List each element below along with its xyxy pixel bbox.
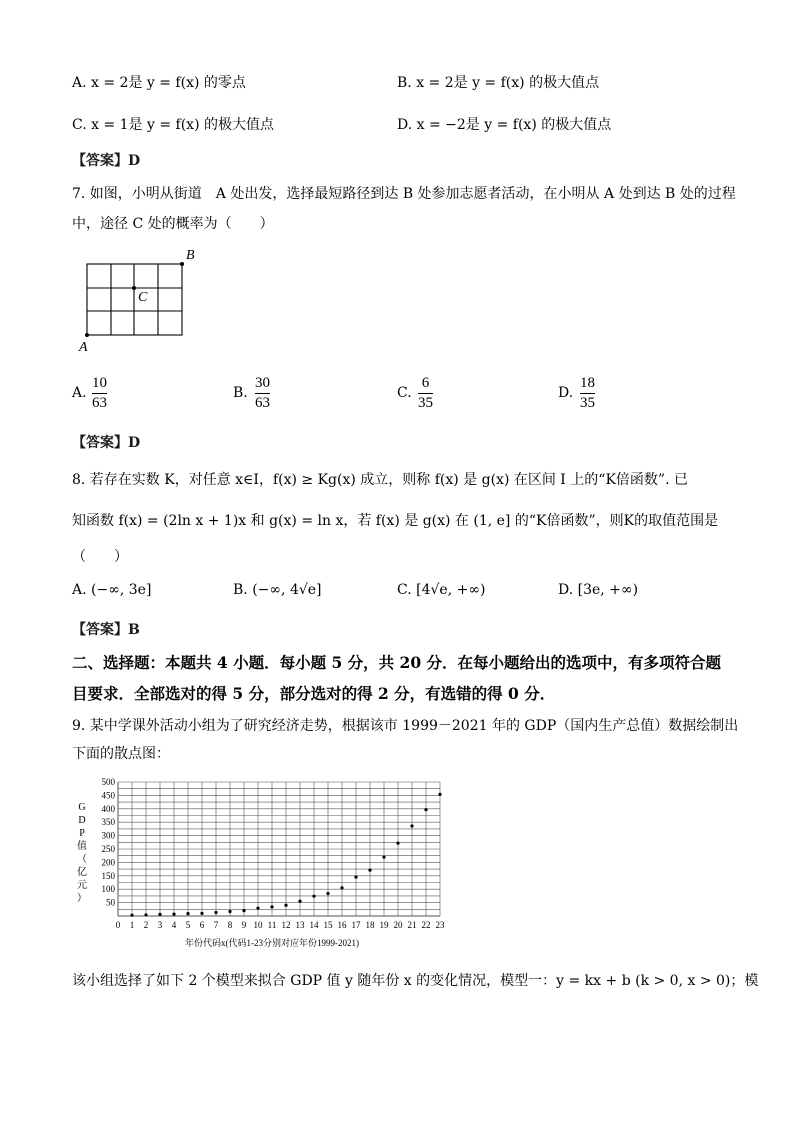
point-a-label: A [79,340,88,355]
x-tick-label: 10 [253,920,263,930]
y-axis-label-char: ） [77,893,87,904]
scatter-point [200,912,203,915]
q7-option-a-fraction: 10 63 [92,375,107,411]
scatter-point [368,869,371,872]
x-tick-label: 0 [115,920,121,930]
q9-stem-line1: 9. 某中学课外活动小组为了研究经济走势，根据该市 1999－2021 年的 GDP（国内生产总值）数据绘制出 [72,718,739,734]
q6-option-d: D. x = −2是 y = f(x) 的极大值点 [397,117,612,133]
y-axis-label-char: P [79,828,85,839]
y-tick-label: 500 [101,777,115,787]
x-tick-label: 18 [365,920,375,930]
q7-option-b-fraction: 30 63 [255,375,270,411]
scatter-point [130,914,133,917]
x-axis-label: 年份代码x(代码1-23分别对应年份1999-2021) [185,938,359,948]
y-axis-label-char: G [78,802,86,813]
y-tick-label: 350 [101,817,115,828]
scatter-point [354,876,357,879]
x-tick-label: 7 [213,920,219,930]
q7-option-c-fraction: 6 35 [418,375,433,411]
scatter-point [256,907,259,910]
x-tick-label: 12 [281,920,291,930]
y-tick-label: 250 [101,844,115,854]
y-tick-label: 450 [101,790,115,801]
point-c-dot [132,286,136,290]
chart-grid [118,782,440,916]
q7-option-a-letter: A. [72,385,87,401]
q7-option-d-letter: D. [558,385,574,401]
scatter-point [242,909,245,912]
q7-option-c-letter: C. [397,385,412,401]
point-b-label: B [186,248,195,263]
scatter-point [396,842,399,845]
q9-stem-line2: 下面的散点图： [72,746,170,762]
point-b-dot [180,262,184,266]
y-tick-labels [102,777,116,908]
q8-option-d: D. [3e, +∞) [558,582,639,598]
x-tick-label: 16 [337,920,347,930]
x-tick-label: 11 [267,920,277,930]
y-tick-label: 100 [101,884,115,895]
q6-option-a: A. x = 2是 y = f(x) 的零点 [72,75,246,91]
x-tick-label: 23 [435,920,445,930]
y-tick-label: 200 [101,857,115,868]
scatter-point [340,886,343,889]
y-axis-label-char: 亿 [77,867,87,878]
scatter-point [312,895,315,898]
q8-stem-line3: （ ） [72,549,128,565]
q7-stem-line1: 7. 如图，小明从街道 A 处出发，选择最短路径到达 B 处参加志愿者活动，在小明从 A 处到达 B 处的过程 [72,186,736,202]
x-tick-label: 2 [143,920,149,930]
q7-option-b-letter: B. [233,385,248,401]
y-tick-label: 50 [106,897,115,908]
scatter-point [424,808,427,811]
x-tick-label: 1 [129,920,135,930]
y-axis-label-char: 值 [77,841,87,852]
q8-answer: 【答案】B [72,622,140,638]
q8-stem-line1: 8. 若存在实数 K，对任意 x∈I，f(x) ≥ Kg(x) 成立，则称 f(x) 是 g(x) 在区间 I 上的“K倍函数”. 已 [72,472,688,488]
x-tick-label: 20 [393,920,403,930]
x-tick-label: 3 [157,920,163,930]
x-tick-label: 22 [421,920,431,930]
scatter-point [438,793,441,796]
q8-option-a: A. (−∞, 3e] [72,582,152,598]
x-tick-label: 19 [379,920,389,930]
scatter-point [410,824,413,827]
q6-option-b: B. x = 2是 y = f(x) 的极大值点 [397,75,600,91]
q7-answer: 【答案】D [72,435,141,451]
scatter-point [284,904,287,907]
scatter-point [382,855,385,858]
point-c-label: C [138,290,148,305]
section2-heading-line1: 二、选择题：本题共 4 小题．每小题 5 分，共 20 分．在每小题给出的选项中，有多项符合题 [72,653,722,672]
x-tick-label: 5 [185,920,191,930]
x-tick-label: 21 [407,920,417,930]
y-tick-label: 300 [101,830,115,841]
y-axis-label [77,802,87,904]
y-tick-label: 150 [101,870,115,881]
q7-option-d-fraction: 18 35 [580,375,595,411]
x-tick-labels [116,920,445,930]
scatter-point [158,913,161,916]
scatter-point [270,905,273,908]
scatter-point [186,912,189,915]
q9-bottom-line: 该小组选择了如下 2 个模型来拟合 GDP 值 y 随年份 x 的变化情况，模型一：y = kx + b (k > 0, x > 0)；模 [72,973,759,989]
q8-stem-line2: 知函数 f(x) = (2ln x + 1)x 和 g(x) = ln x，若 f(x) 是 g(x) 在 (1, e] 的“K倍函数”，则K的取值范围是 [72,513,719,529]
x-tick-label: 9 [241,920,247,930]
section2-heading-line2: 目要求．全部选对的得 5 分，部分选对的得 2 分，有选错的得 0 分． [72,684,556,703]
scatter-point [172,913,175,916]
scatter-point [228,910,231,913]
x-tick-label: 13 [295,920,305,930]
street-grid-figure [70,244,210,356]
q6-option-c: C. x = 1是 y = f(x) 的极大值点 [72,117,274,133]
q6-answer: 【答案】D [72,153,141,169]
q8-option-b: B. (−∞, 4√e] [233,582,322,598]
y-tick-label: 400 [101,803,115,814]
x-tick-label: 4 [171,920,177,930]
scatter-point [144,913,147,916]
y-axis-label-char: D [78,815,86,826]
y-axis-label-char: 元 [77,880,87,891]
point-a-dot [85,333,89,337]
x-tick-label: 14 [309,920,319,930]
q8-option-c: C. [4√e, +∞) [397,582,486,598]
q7-stem-line2: 中，途径 C 处的概率为（ ） [72,216,274,232]
x-tick-label: 8 [227,920,233,930]
x-tick-label: 15 [323,920,333,930]
scatter-point [298,900,301,903]
scatter-point [326,892,329,895]
x-tick-label: 6 [199,920,205,930]
gdp-scatter-chart [60,770,460,955]
y-axis-label-char: （ [77,854,87,865]
x-tick-label: 17 [351,920,361,930]
scatter-point [214,911,217,914]
